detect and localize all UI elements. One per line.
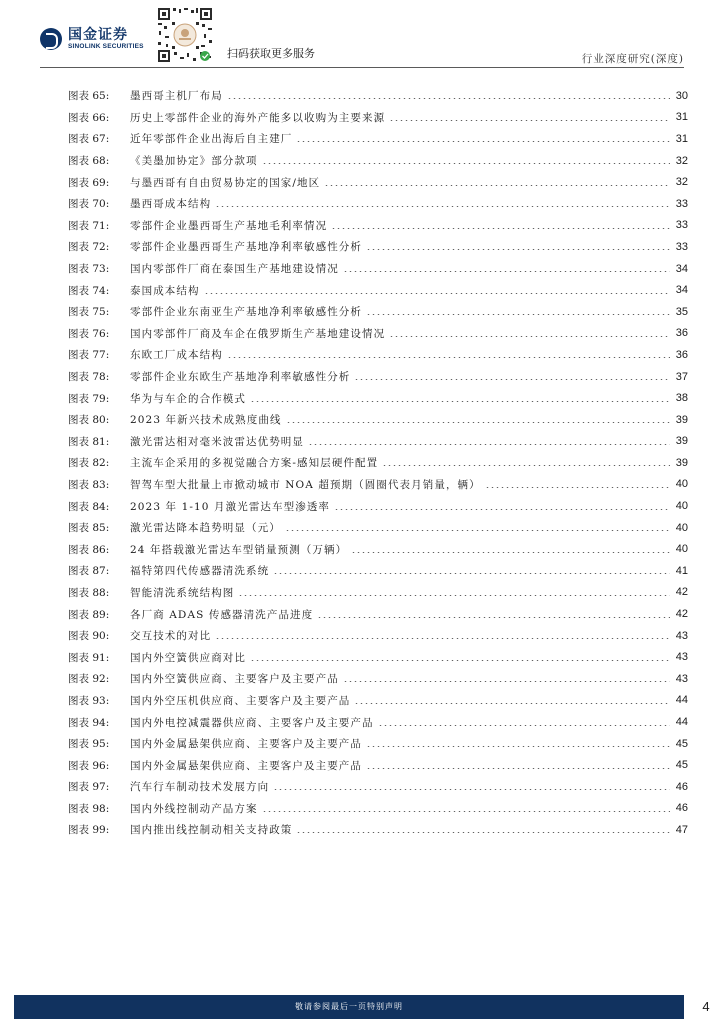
footer-bar bbox=[14, 995, 684, 1019]
toc-entry-page[interactable]: 33 bbox=[675, 197, 688, 210]
toc-entry-page[interactable]: 32 bbox=[675, 176, 688, 189]
toc-entry[interactable] bbox=[68, 387, 688, 409]
toc-entry[interactable] bbox=[68, 538, 688, 560]
toc-entry-label: 图表 78: bbox=[68, 371, 110, 384]
toc-entry[interactable] bbox=[68, 107, 688, 129]
toc-dot-leader bbox=[250, 401, 670, 402]
toc-entry-label: 图表 79: bbox=[68, 392, 110, 405]
toc-entry-label: 图表 96: bbox=[68, 759, 110, 772]
qr-code-icon[interactable] bbox=[156, 6, 214, 64]
toc-dot-leader bbox=[296, 832, 670, 833]
toc-entry-page[interactable]: 37 bbox=[675, 370, 688, 383]
toc-entry-page[interactable]: 38 bbox=[675, 392, 688, 405]
toc-entry-label: 图表 71: bbox=[68, 219, 110, 232]
toc-entry-page[interactable]: 34 bbox=[675, 284, 688, 297]
toc-entry-page[interactable]: 44 bbox=[675, 694, 688, 707]
toc-entry-label: 图表 86: bbox=[68, 543, 110, 556]
toc-entry-label: 图表 93: bbox=[68, 694, 110, 707]
toc-entry[interactable] bbox=[68, 301, 688, 323]
toc-dot-leader bbox=[250, 660, 670, 661]
toc-dot-leader bbox=[366, 768, 670, 769]
toc-entry-label: 图表 77: bbox=[68, 349, 110, 362]
toc-entry-title[interactable]: 《美墨加协定》部分款项 bbox=[130, 155, 258, 168]
toc-dot-leader bbox=[354, 703, 670, 704]
toc-entry-label: 图表 69: bbox=[68, 176, 110, 189]
toc-entry-title[interactable]: 国内外空压机供应商、主要客户及主要产品 bbox=[130, 694, 351, 707]
toc-dot-leader bbox=[366, 249, 670, 250]
toc-entry-label: 图表 68: bbox=[68, 155, 110, 168]
toc-dot-leader bbox=[317, 617, 670, 618]
toc-entry-page[interactable]: 46 bbox=[675, 802, 688, 815]
toc-entry-label: 图表 97: bbox=[68, 781, 110, 794]
brand-name-cn: 国金证券 bbox=[68, 27, 128, 43]
toc-entry-title[interactable]: 近年零部件企业出海后自主建厂 bbox=[130, 133, 293, 146]
toc-entry-label: 图表 65: bbox=[68, 90, 110, 103]
page-header bbox=[0, 0, 724, 70]
toc-entry-title[interactable]: 2023 年 1-10 月激光雷达车型渗透率 bbox=[130, 500, 331, 513]
toc-dot-leader bbox=[389, 120, 670, 121]
toc-entry-title[interactable]: 零部件企业墨西哥生产基地毛利率情况 bbox=[130, 219, 328, 232]
toc-entry-title[interactable]: 激光雷达相对毫米波雷达优势明显 bbox=[130, 435, 304, 448]
toc-entry[interactable] bbox=[68, 776, 688, 798]
toc-dot-leader bbox=[366, 746, 670, 747]
toc-dot-leader bbox=[227, 357, 670, 358]
toc-entry-title[interactable]: 历史上零部件企业的海外产能多以收购为主要来源 bbox=[130, 111, 386, 124]
toc-entry-page[interactable]: 40 bbox=[675, 500, 688, 513]
figure-index-list bbox=[68, 85, 688, 841]
toc-entry-label: 图表 88: bbox=[68, 586, 110, 599]
toc-entry-title[interactable]: 零部件企业墨西哥生产基地净利率敏感性分析 bbox=[130, 241, 362, 254]
toc-entry-title[interactable]: 墨西哥主机厂布局 bbox=[130, 90, 223, 103]
company-logo bbox=[40, 28, 144, 51]
toc-dot-leader bbox=[382, 465, 670, 466]
toc-entry-label: 图表 89: bbox=[68, 608, 110, 621]
toc-entry-page[interactable]: 33 bbox=[675, 240, 688, 253]
toc-entry-title[interactable]: 国内零部件厂商及车企在俄罗斯生产基地建设情况 bbox=[130, 327, 386, 340]
toc-entry-title[interactable]: 国内外空簧供应商、主要客户及主要产品 bbox=[130, 673, 339, 686]
toc-entry[interactable] bbox=[68, 366, 688, 388]
toc-entry[interactable] bbox=[68, 495, 688, 517]
toc-entry-title[interactable]: 国内外线控制动产品方案 bbox=[130, 802, 258, 815]
report-type: 行业深度研究(深度) bbox=[581, 53, 684, 65]
brand-mark-icon bbox=[40, 28, 62, 50]
toc-entry[interactable] bbox=[68, 171, 688, 193]
toc-dot-leader bbox=[227, 98, 670, 99]
toc-entry-label: 图表 72: bbox=[68, 241, 110, 254]
toc-entry-title[interactable]: 国内外电控减震器供应商、主要客户及主要产品 bbox=[130, 716, 374, 729]
toc-entry-title[interactable]: 与墨西哥有自由贸易协定的国家/地区 bbox=[130, 176, 321, 189]
qr-caption: 扫码获取更多服务 bbox=[227, 47, 315, 60]
toc-entry-title[interactable]: 零部件企业东南亚生产基地净利率敏感性分析 bbox=[130, 306, 362, 319]
toc-entry[interactable] bbox=[68, 754, 688, 776]
toc-entry-label: 图表 75: bbox=[68, 306, 110, 319]
toc-entry-title[interactable]: 2023 年新兴技术成熟度曲线 bbox=[130, 414, 282, 427]
toc-entry-title[interactable]: 东欧工厂成本结构 bbox=[130, 349, 223, 362]
toc-dot-leader bbox=[366, 314, 670, 315]
toc-dot-leader bbox=[215, 638, 670, 639]
toc-entry[interactable] bbox=[68, 582, 688, 604]
toc-dot-leader bbox=[285, 530, 670, 531]
toc-entry-page[interactable]: 42 bbox=[675, 608, 688, 621]
toc-entry-title[interactable]: 国内推出线控制动相关支持政策 bbox=[130, 824, 293, 837]
toc-entry-title[interactable]: 国内外空簧供应商对比 bbox=[130, 651, 246, 664]
toc-entry-page[interactable]: 46 bbox=[675, 780, 688, 793]
toc-entry-page[interactable]: 32 bbox=[675, 154, 688, 167]
toc-entry[interactable] bbox=[68, 646, 688, 668]
toc-entry-title[interactable]: 主流车企采用的多视觉融合方案-感知层硬件配置 bbox=[130, 457, 379, 470]
toc-entry-page[interactable]: 31 bbox=[675, 111, 688, 124]
toc-entry-title[interactable]: 国内外金属悬架供应商、主要客户及主要产品 bbox=[130, 738, 362, 751]
toc-entry[interactable] bbox=[68, 279, 688, 301]
toc-entry[interactable] bbox=[68, 215, 688, 237]
toc-entry[interactable] bbox=[68, 625, 688, 647]
toc-entry-title[interactable]: 福特第四代传感器清洗系统 bbox=[130, 565, 270, 578]
toc-entry-title[interactable]: 华为与车企的合作模式 bbox=[130, 392, 246, 405]
toc-entry-title[interactable]: 国内零部件厂商在泰国生产基地建设情况 bbox=[130, 263, 339, 276]
toc-entry-page[interactable]: 45 bbox=[675, 759, 688, 772]
toc-dot-leader bbox=[262, 163, 670, 164]
toc-entry[interactable] bbox=[68, 474, 688, 496]
page-number: 4 bbox=[702, 999, 710, 1014]
toc-entry-page[interactable]: 40 bbox=[675, 478, 688, 491]
toc-entry[interactable] bbox=[68, 668, 688, 690]
toc-entry[interactable] bbox=[68, 128, 688, 150]
toc-entry-label: 图表 91: bbox=[68, 651, 110, 664]
toc-entry-label: 图表 70: bbox=[68, 198, 110, 211]
toc-entry-label: 图表 99: bbox=[68, 824, 110, 837]
brand-name-en: SINOLINK SECURITIES bbox=[68, 43, 144, 50]
toc-entry-page[interactable]: 40 bbox=[675, 521, 688, 534]
toc-entry-title[interactable]: 汽车行车制动技术发展方向 bbox=[130, 781, 270, 794]
toc-entry[interactable] bbox=[68, 344, 688, 366]
toc-dot-leader bbox=[389, 336, 670, 337]
header-divider bbox=[40, 67, 684, 68]
toc-entry[interactable] bbox=[68, 452, 688, 474]
toc-entry-title[interactable]: 交互技术的对比 bbox=[130, 630, 212, 643]
toc-entry[interactable] bbox=[68, 409, 688, 431]
toc-dot-leader bbox=[238, 595, 670, 596]
toc-entry[interactable] bbox=[68, 819, 688, 841]
toc-entry-label: 图表 87: bbox=[68, 565, 110, 578]
toc-dot-leader bbox=[308, 444, 670, 445]
toc-entry-label: 图表 85: bbox=[68, 522, 110, 535]
toc-entry-label: 图表 73: bbox=[68, 263, 110, 276]
toc-entry-title[interactable]: 泰国成本结构 bbox=[130, 284, 200, 297]
toc-entry[interactable] bbox=[68, 323, 688, 345]
toc-entry-label: 图表 76: bbox=[68, 327, 110, 340]
toc-entry-label: 图表 81: bbox=[68, 435, 110, 448]
toc-entry-page[interactable]: 43 bbox=[675, 672, 688, 685]
toc-entry-label: 图表 82: bbox=[68, 457, 110, 470]
toc-dot-leader bbox=[215, 206, 670, 207]
toc-dot-leader bbox=[296, 141, 670, 142]
toc-entry[interactable] bbox=[68, 193, 688, 215]
toc-entry-page[interactable]: 34 bbox=[675, 262, 688, 275]
toc-entry[interactable] bbox=[68, 258, 688, 280]
toc-entry[interactable] bbox=[68, 733, 688, 755]
toc-dot-leader bbox=[204, 293, 670, 294]
toc-dot-leader bbox=[324, 185, 670, 186]
toc-entry-label: 图表 67: bbox=[68, 133, 110, 146]
toc-entry[interactable] bbox=[68, 711, 688, 733]
toc-entry-title[interactable]: 各厂商 ADAS 传感器清洗产品进度 bbox=[130, 608, 314, 621]
toc-entry-page[interactable]: 36 bbox=[675, 348, 688, 361]
toc-entry-page[interactable]: 45 bbox=[675, 737, 688, 750]
toc-dot-leader bbox=[262, 811, 670, 812]
toc-entry[interactable] bbox=[68, 560, 688, 582]
toc-entry-title[interactable]: 国内外金属悬架供应商、主要客户及主要产品 bbox=[130, 759, 362, 772]
toc-dot-leader bbox=[334, 509, 670, 510]
toc-entry-label: 图表 66: bbox=[68, 111, 110, 124]
toc-entry-title[interactable]: 激光雷达降本趋势明显（元） bbox=[130, 522, 281, 535]
toc-entry-label: 图表 74: bbox=[68, 284, 110, 297]
toc-entry-page[interactable]: 31 bbox=[675, 132, 688, 145]
toc-entry-page[interactable]: 36 bbox=[675, 327, 688, 340]
toc-entry[interactable] bbox=[68, 603, 688, 625]
toc-entry-label: 图表 83: bbox=[68, 478, 110, 491]
toc-entry-label: 图表 90: bbox=[68, 630, 110, 643]
toc-entry-page[interactable]: 35 bbox=[675, 305, 688, 318]
toc-entry-title[interactable]: 智驾车型大批量上市掀动城市 NOA 超预期（圆圈代表月销量，辆） bbox=[130, 478, 481, 491]
toc-entry-label: 图表 80: bbox=[68, 414, 110, 427]
toc-entry-label: 图表 92: bbox=[68, 673, 110, 686]
toc-entry[interactable] bbox=[68, 150, 688, 172]
toc-entry-label: 图表 98: bbox=[68, 802, 110, 815]
toc-dot-leader bbox=[378, 725, 670, 726]
toc-entry[interactable] bbox=[68, 85, 688, 107]
toc-entry-page[interactable]: 41 bbox=[675, 564, 688, 577]
toc-entry-label: 图表 95: bbox=[68, 738, 110, 751]
toc-dot-leader bbox=[331, 228, 670, 229]
toc-entry-page[interactable]: 40 bbox=[675, 543, 688, 556]
toc-dot-leader bbox=[286, 422, 670, 423]
toc-dot-leader bbox=[343, 271, 670, 272]
toc-dot-leader bbox=[273, 573, 670, 574]
toc-entry-page[interactable]: 39 bbox=[675, 435, 688, 448]
toc-entry-page[interactable]: 30 bbox=[675, 89, 688, 102]
toc-dot-leader bbox=[343, 681, 670, 682]
toc-entry-page[interactable]: 42 bbox=[675, 586, 688, 599]
toc-entry[interactable] bbox=[68, 690, 688, 712]
toc-entry-page[interactable]: 39 bbox=[675, 456, 688, 469]
toc-entry-label: 图表 94: bbox=[68, 716, 110, 729]
toc-entry-page[interactable]: 43 bbox=[675, 651, 688, 664]
toc-entry-page[interactable]: 39 bbox=[675, 413, 688, 426]
toc-entry-title[interactable]: 零部件企业东欧生产基地净利率敏感性分析 bbox=[130, 371, 351, 384]
toc-entry-page[interactable]: 43 bbox=[675, 629, 688, 642]
toc-dot-leader bbox=[351, 552, 670, 553]
toc-dot-leader bbox=[273, 789, 670, 790]
toc-entry[interactable] bbox=[68, 517, 688, 539]
toc-dot-leader bbox=[485, 487, 670, 488]
toc-entry[interactable] bbox=[68, 431, 688, 453]
toc-entry[interactable] bbox=[68, 798, 688, 820]
toc-entry-title[interactable]: 智能清洗系统结构图 bbox=[130, 586, 235, 599]
toc-entry-label: 图表 84: bbox=[68, 500, 110, 513]
toc-entry[interactable] bbox=[68, 236, 688, 258]
toc-entry-page[interactable]: 47 bbox=[675, 823, 688, 836]
toc-entry-page[interactable]: 33 bbox=[675, 219, 688, 232]
toc-dot-leader bbox=[354, 379, 670, 380]
footer-disclaimer: 敬请参阅最后一页特别声明 bbox=[295, 1002, 403, 1011]
toc-entry-title[interactable]: 24 年搭载激光雷达车型销量预测（万辆） bbox=[130, 543, 348, 556]
toc-entry-page[interactable]: 44 bbox=[675, 716, 688, 729]
toc-entry-title[interactable]: 墨西哥成本结构 bbox=[130, 198, 212, 211]
